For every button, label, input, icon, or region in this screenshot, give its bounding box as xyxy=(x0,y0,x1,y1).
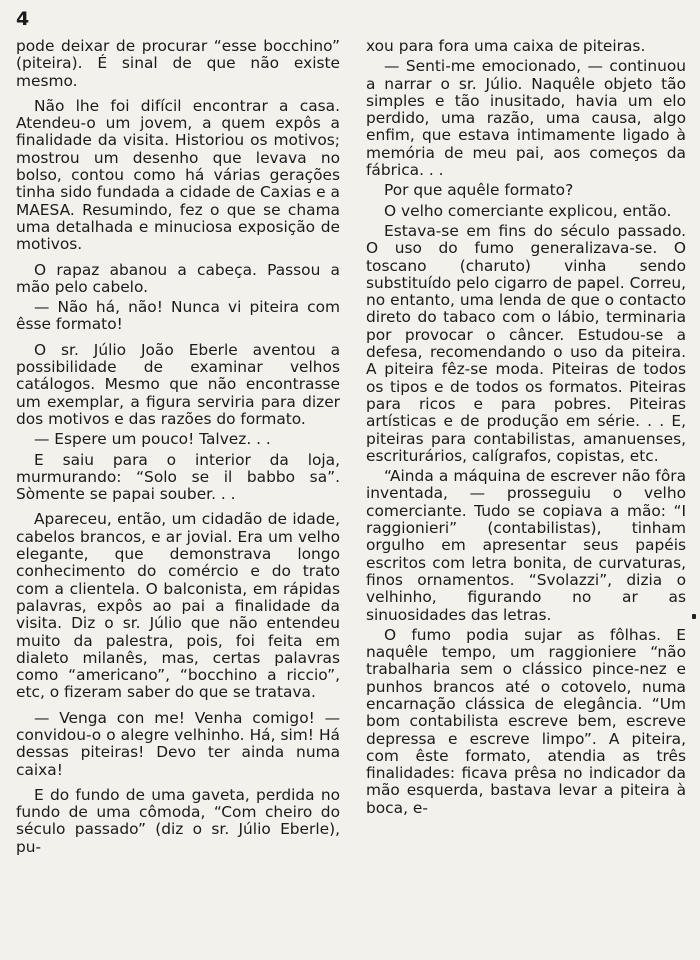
right-column xyxy=(366,38,686,820)
paragraph: O velho comerciante explicou, então. xyxy=(384,201,672,220)
paragraph: O rapaz abanou a cabeça. Passou a mão pelo cabelo. xyxy=(16,260,340,296)
paragraph: Não lhe foi difícil encontrar a casa. Atendeu-o um jovem, a quem expôs a finalidade da visita. Historiou os motivos; mostrou um desenho que levava no bolso, contou como há várias gerações tinha sido fundada a cidade de Caxias e a MAESA. Resumindo, fez o que se chama uma detalhada e minuciosa exposição de motivos. xyxy=(16,96,340,254)
paragraph: Estava-se em fins do século passado. O uso do fumo generalizava-se. O toscano (charuto) vinha sendo substituído pelo cigarro de papel. Correu, no entanto, uma lenda de que o contacto direto do tabaco com o lábio, terminaria por provocar o câncer. Estudou-se a defesa, recomendando o uso da piteira. A piteira fêz-se moda. Piteiras de todos os tipos e de todos os formatos. Piteiras para ricos e para pobres. Piteiras artísticas e de produção em série. . . E, piteiras para contabilistas, amanuenses, escriturários, calígrafos, copistas, etc. xyxy=(366,221,686,465)
paragraph: — Venga con me! Venha comigo! — convidou-o o alegre velhinho. Há, sim! Há dessas piteiras! Devo ter ainda numa caixa! xyxy=(16,708,340,779)
paragraph: xou para fora uma caixa de piteiras. xyxy=(366,37,646,55)
paragraph: — Senti-me emocionado, — continuou a narrar o sr. Júlio. Naquêle objeto tão simples e tão inusitado, havia um elo perdido, uma razão, uma causa, algo enfim, que estava intimamente ligado à memória de meu pai, aos começos da fábrica. . . xyxy=(366,57,686,180)
paragraph: Por que aquêle formato? xyxy=(384,181,574,200)
paragraph: — Espere um pouco! Talvez. . . xyxy=(34,430,271,449)
paragraph: — Não há, não! Nunca vi piteira com êsse formato! xyxy=(16,298,340,334)
paragraph: pode deixar de procurar “esse bocchino” (piteira). É sinal de que não existe mesmo. xyxy=(16,37,340,90)
margin-mark xyxy=(692,614,696,619)
paragraph: E do fundo de uma gaveta, perdida no fundo de uma cômoda, “Com cheiro do século passado” (diz o sr. Júlio Eberle), pu- xyxy=(16,785,340,856)
paragraph: O fumo podia sujar as fôlhas. E naquêle tempo, um raggioniere “não trabalharia sem o clássico pince-nez e punhos brancos até o cotovelo, numa encarnação clássica de elegância. “Um bom contabilista escreve bem, escreve depressa e escreve limpo”. A piteira, com êste formato, atendia as três finalidades: ficava prêsa no indicador da mão esquerda, bastava levar a piteira à boca, e- xyxy=(366,625,686,817)
paragraph: E saiu para o interior da loja, murmurando: “Solo se il babbo sa”. Sòmente se papai souber. . . xyxy=(16,450,340,504)
left-column xyxy=(16,38,340,864)
page-number: 4 xyxy=(16,8,30,30)
paragraph: Apareceu, então, um cidadão de idade, cabelos brancos, e ar jovial. Era um velho elegante, que demonstrava longo conhecimento do comércio e do trato com a clientela. O balconista, em rápidas palavras, expôs ao pai a finalidade da visita. Diz o sr. Júlio que não entendeu muito da palestra, pois, foi feita em dialeto milanês, mas, certas palavras como “americano”, “bocchino a riccio”, etc, o fizeram saber do que se tratava. xyxy=(16,510,340,702)
paragraph: O sr. Júlio João Eberle aventou a possibilidade de examinar velhos catálogos. Mesmo que não encontrasse um exemplar, a figura serviria para dizer dos motivos e das razões do formato. xyxy=(16,340,340,428)
paragraph: “Ainda a máquina de escrever não fôra inventada, — prosseguiu o velho comerciante. Tudo se copiava a mão: “I raggionieri” (contabilistas), tinham orgulho em apresentar seus papéis escritos com letra bonita, de curvaturas, finos ornamentos. “Svolazzi”, dizia o velhinho, figurando no ar as sinuosidades das letras. xyxy=(366,467,686,624)
